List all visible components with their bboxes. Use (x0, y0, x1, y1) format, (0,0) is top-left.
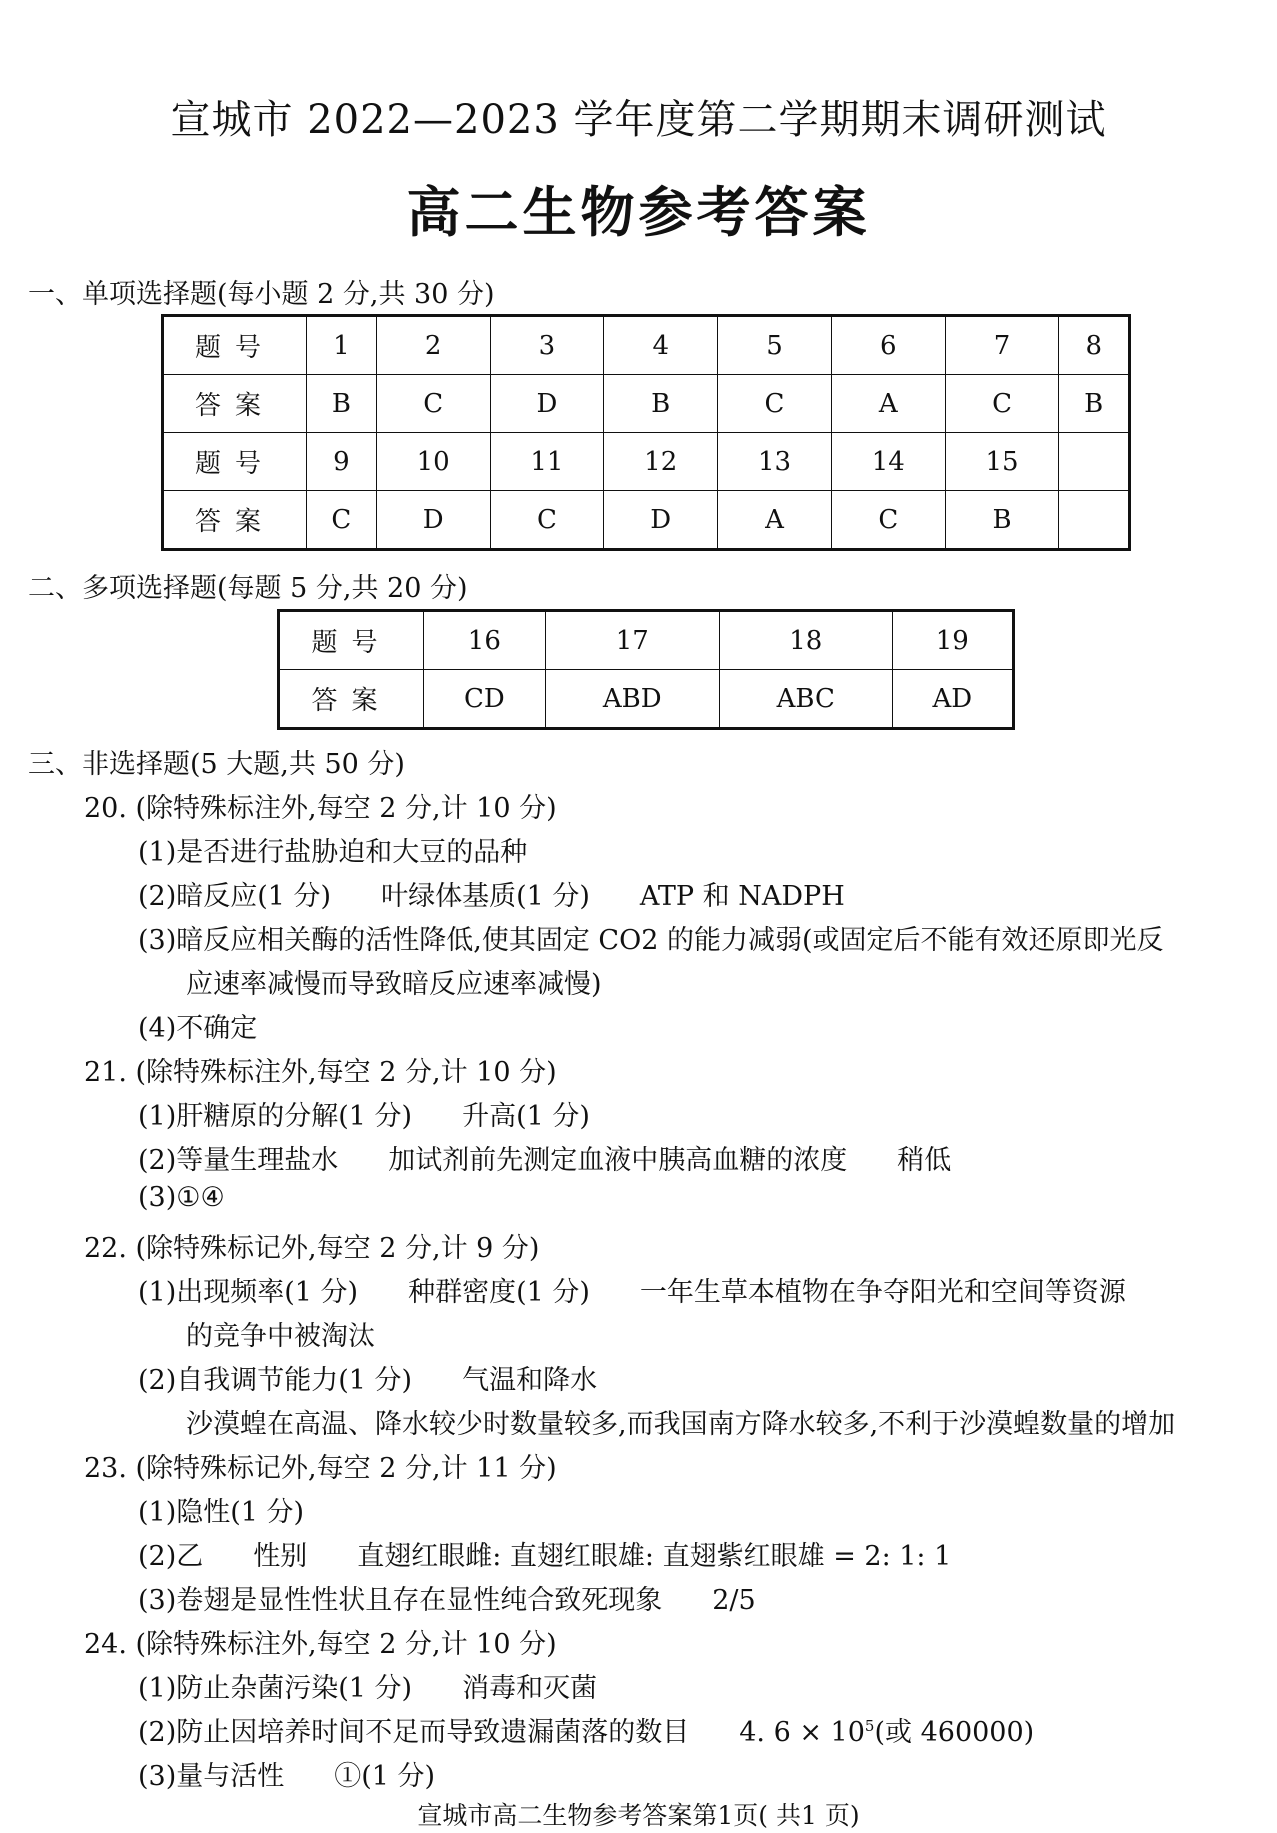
section1-heading: 一、单项选择题(每小题 2 分,共 30 分) (28, 279, 495, 310)
question-number: 11 (490, 433, 604, 491)
page-title: 宣城市 2022—2023 学年度第二学期期末调研测试 (170, 97, 1107, 143)
table-row (279, 670, 1014, 729)
answer-cell: ABD (545, 670, 719, 729)
question-22-heading: 22. (除特殊标记外,每空 2 分,计 9 分) (84, 1233, 540, 1264)
answer-cell: C (945, 375, 1059, 433)
answer-part: 升高(1 分) (462, 1101, 590, 1132)
answer-line: 的竞争中被淘汰 (186, 1321, 375, 1352)
answer-line (138, 1578, 756, 1617)
answer-line: 应速率减慢而导致暗反应速率减慢) (186, 969, 602, 1000)
question-number: 6 (831, 316, 945, 375)
answer-part: (2)等量生理盐水 (138, 1145, 339, 1176)
question-number: 8 (1059, 316, 1130, 375)
answer-part: 2/5 (712, 1585, 756, 1616)
answer-part: 稍低 (897, 1145, 952, 1176)
question-number: 12 (604, 433, 718, 491)
page-footer: 宣城市高二生物参考答案第1页( 共1 页) (417, 1801, 860, 1830)
row-label-answer: 答案 (163, 491, 307, 550)
answer-cell: B (307, 375, 377, 433)
table-row (163, 375, 1130, 433)
answer-line: (3)暗反应相关酶的活性降低,使其固定 CO2 的能力减弱(或固定后不能有效还原即光反 (138, 925, 1164, 956)
section2-heading: 二、多项选择题(每题 5 分,共 20 分) (28, 573, 468, 604)
section3-heading: 三、非选择题(5 大题,共 50 分) (28, 749, 405, 780)
answer-part: 叶绿体基质(1 分) (381, 881, 590, 912)
question-number: 2 (376, 316, 490, 375)
question-number: 5 (718, 316, 832, 375)
answer-part: 一年生草本植物在争夺阳光和空间等资源 (639, 1277, 1126, 1308)
answer-cell: A (718, 491, 832, 550)
answer-cell: CD (424, 670, 546, 729)
table-row (163, 491, 1130, 550)
question-number: 19 (892, 611, 1013, 670)
answer-part: 4. 6 × 10 (739, 1717, 865, 1748)
question-number: 1 (307, 316, 377, 375)
answer-part: (1)防止杂菌污染(1 分) (138, 1673, 413, 1704)
answer-line (138, 1754, 435, 1793)
answer-line (138, 1666, 597, 1705)
question-number: 9 (307, 433, 377, 491)
answer-part: (3)量与活性 (138, 1761, 285, 1792)
answer-line (138, 1270, 1126, 1309)
answer-part: (1)出现频率(1 分) (138, 1277, 359, 1308)
answer-line (138, 1710, 1034, 1749)
answer-part: (1)肝糖原的分解(1 分) (138, 1101, 413, 1132)
answer-part: (2)防止因培养时间不足而导致遗漏菌落的数目 (138, 1717, 690, 1748)
row-label-answer: 答案 (279, 670, 424, 729)
question-number: 13 (718, 433, 832, 491)
single-choice-table (161, 314, 1131, 551)
answer-cell: B (1059, 375, 1130, 433)
answer-cell: C (490, 491, 604, 550)
answer-line: (4)不确定 (138, 1013, 258, 1044)
answer-part: (2)自我调节能力(1 分) (138, 1365, 413, 1396)
question-23-heading: 23. (除特殊标记外,每空 2 分,计 11 分) (84, 1453, 557, 1484)
answer-part: 种群密度(1 分) (408, 1277, 590, 1308)
answer-cell: AD (892, 670, 1013, 729)
answer-cell: B (604, 375, 718, 433)
answer-line (138, 874, 845, 913)
answer-line: (3)①④ (138, 1182, 225, 1213)
answer-cell: A (831, 375, 945, 433)
answer-line (138, 1138, 951, 1177)
question-number: 10 (376, 433, 490, 491)
answer-cell: C (718, 375, 832, 433)
answer-cell: D (604, 491, 718, 550)
page-subtitle: 高二生物参考答案 (406, 180, 871, 244)
question-number: 15 (945, 433, 1059, 491)
exponent: 5 (864, 1717, 875, 1735)
answer-cell (1059, 491, 1130, 550)
answer-line: (1)隐性(1 分) (138, 1497, 305, 1528)
answer-cell: D (490, 375, 604, 433)
row-label-answer: 答案 (163, 375, 307, 433)
answer-cell: C (307, 491, 377, 550)
question-number: 14 (831, 433, 945, 491)
multi-choice-table (277, 609, 1015, 730)
answer-part: (或 460000) (874, 1717, 1035, 1748)
question-number: 4 (604, 316, 718, 375)
answer-line: (1)是否进行盐胁迫和大豆的品种 (138, 837, 528, 868)
table-row (279, 611, 1014, 670)
answer-line (138, 1094, 590, 1133)
question-number: 3 (490, 316, 604, 375)
question-number: 16 (424, 611, 546, 670)
question-number (1059, 433, 1130, 491)
row-label-question: 题号 (279, 611, 424, 670)
answer-cell: C (831, 491, 945, 550)
answer-cell: ABC (719, 670, 892, 729)
answer-part: 消毒和灭菌 (462, 1673, 598, 1704)
answer-cell: B (945, 491, 1059, 550)
answer-part: 性别 (253, 1541, 308, 1572)
answer-part: (3)卷翅是显性性状且存在显性纯合致死现象 (138, 1585, 663, 1616)
answer-cell: D (376, 491, 490, 550)
question-number: 18 (719, 611, 892, 670)
answer-line: 沙漠蝗在高温、降水较少时数量较多,而我国南方降水较多,不利于沙漠蝗数量的增加 (186, 1409, 1176, 1440)
question-24-heading: 24. (除特殊标注外,每空 2 分,计 10 分) (84, 1629, 557, 1660)
answer-line (138, 1534, 951, 1573)
answer-part: ①(1 分) (334, 1761, 436, 1792)
answer-part: 加试剂前先测定血液中胰高血糖的浓度 (388, 1145, 848, 1176)
answer-part: (2)暗反应(1 分) (138, 881, 332, 912)
question-21-heading: 21. (除特殊标注外,每空 2 分,计 10 分) (84, 1057, 557, 1088)
answer-part: 气温和降水 (462, 1365, 598, 1396)
table-row (163, 316, 1130, 375)
answer-part: 直翅红眼雌: 直翅红眼雄: 直翅紫红眼雄 = 2: 1: 1 (357, 1541, 952, 1572)
table-row (163, 433, 1130, 491)
answer-part: ATP 和 NADPH (639, 881, 845, 912)
answer-part: (2)乙 (138, 1541, 204, 1572)
row-label-question: 题号 (163, 316, 307, 375)
question-number: 7 (945, 316, 1059, 375)
question-20-heading: 20. (除特殊标注外,每空 2 分,计 10 分) (84, 793, 557, 824)
answer-line (138, 1358, 597, 1397)
row-label-question: 题号 (163, 433, 307, 491)
question-number: 17 (545, 611, 719, 670)
answer-cell: C (376, 375, 490, 433)
